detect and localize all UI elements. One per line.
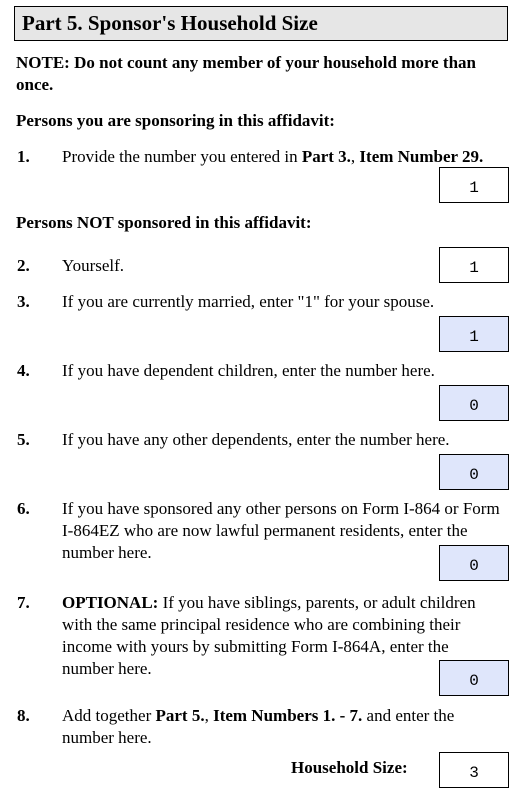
- item-6-number: 6.: [17, 499, 30, 518]
- item-1-field[interactable]: 1: [439, 167, 509, 203]
- item-2-number: 2.: [17, 256, 30, 275]
- item-7-text: OPTIONAL: If you have siblings, parents, or adult children with the same principal residence who are combining their income with yours by submitting Form I-864A, enter the number here.: [62, 593, 476, 678]
- item-1-number: 1.: [17, 147, 30, 166]
- item-8-number: 8.: [17, 706, 30, 725]
- item-6-text: If you have sponsored any other persons on Form I-864 or Form I-864EZ who are now lawful permanent residents, enter the number here.: [62, 499, 500, 562]
- item-5-number: 5.: [17, 430, 30, 449]
- item-3-number: 3.: [17, 292, 30, 311]
- part-title: Part 5. Sponsor's Household Size: [14, 6, 508, 41]
- item-7-number: 7.: [17, 593, 30, 612]
- item-6-field[interactable]: 0: [439, 545, 509, 581]
- section-not-sponsored-heading: Persons NOT sponsored in this affidavit:: [16, 213, 312, 232]
- note-text: NOTE: Do not count any member of your household more than once.: [16, 53, 476, 94]
- item-8-text: Add together Part 5., Item Numbers 1. - 7. and enter the number here.: [62, 706, 455, 747]
- item-3-field[interactable]: 1: [439, 316, 509, 352]
- item-1-text: Provide the number you entered in Part 3., Item Number 29.: [62, 147, 484, 166]
- item-5-text: If you have any other dependents, enter the number here.: [62, 430, 450, 449]
- household-size-field[interactable]: 3: [439, 752, 509, 788]
- household-size-label: Household Size:: [291, 758, 408, 777]
- item-5-field[interactable]: 0: [439, 454, 509, 490]
- item-3-text: If you are currently married, enter "1" for your spouse.: [62, 292, 435, 311]
- item-4-field[interactable]: 0: [439, 385, 509, 421]
- item-7-field[interactable]: 0: [439, 660, 509, 696]
- item-2-field[interactable]: 1: [439, 247, 509, 283]
- item-4-text: If you have dependent children, enter the number here.: [62, 361, 435, 380]
- item-4-number: 4.: [17, 361, 30, 380]
- item-2-text: Yourself.: [62, 256, 125, 275]
- section-sponsored-heading: Persons you are sponsoring in this affidavit:: [16, 111, 335, 130]
